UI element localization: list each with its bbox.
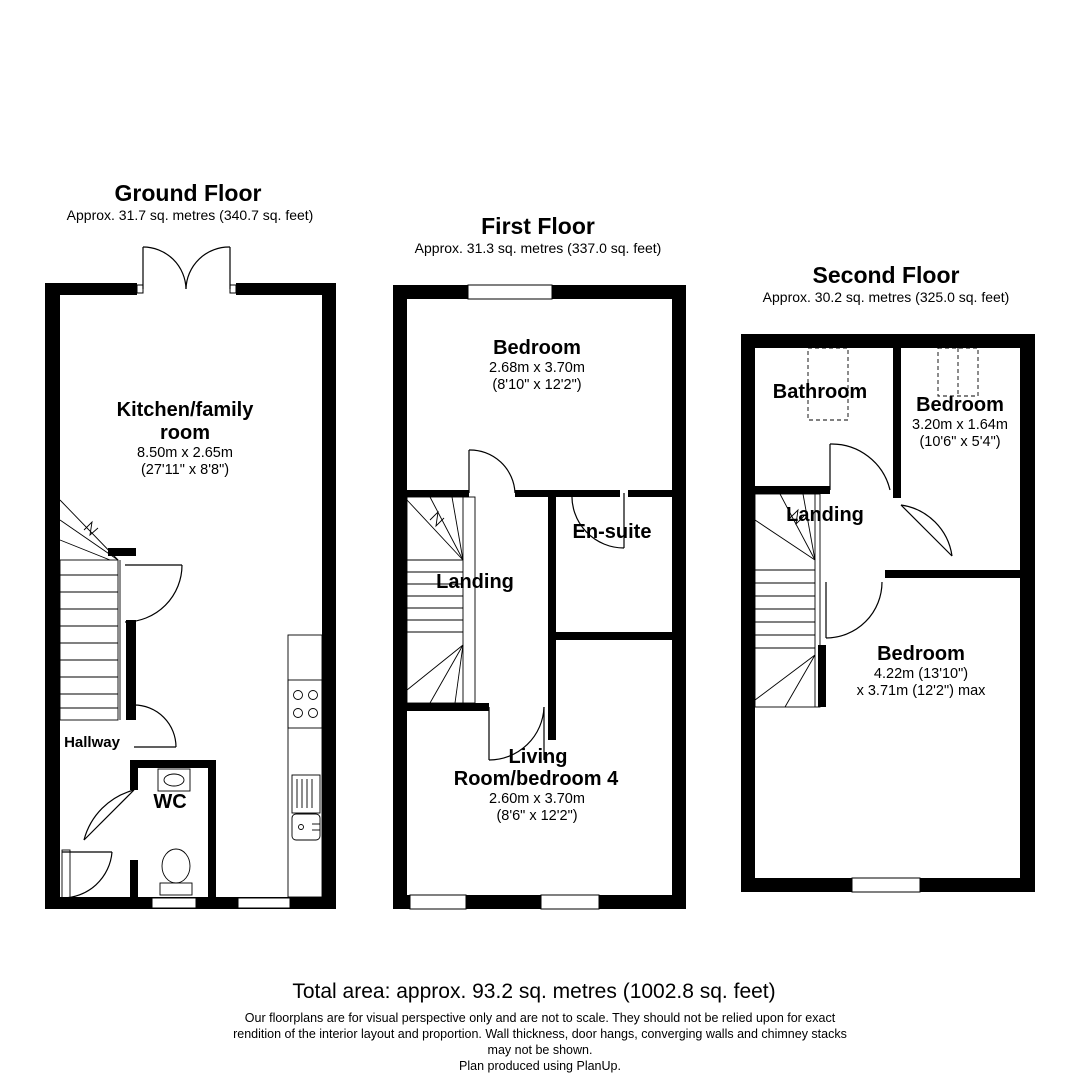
first-floor-plan (393, 213, 686, 909)
living-room-label-line2: Room/bedroom 4 (453, 768, 619, 790)
ground-floor-plan (45, 180, 336, 909)
french-doors (137, 247, 236, 293)
disclaimer-line4: Plan produced using PlanUp. (459, 1059, 621, 1073)
disclaimer-line2: rendition of the interior layout and proportion. Wall thickness, door hangs, converging walls and chimney stacks (233, 1027, 847, 1041)
first-bedroom-dimensions-metric: 2.68m x 3.70m (489, 360, 585, 376)
second-main-bedroom-dimensions-line1: 4.22m (13'10") (873, 666, 969, 682)
wc-fittings (158, 769, 192, 895)
disclaimer-line1: Our floorplans are for visual perspective only and are not to scale. They should not be relied upon for exact (244, 1011, 836, 1025)
kitchen-label-line1: Kitchen/family (116, 399, 254, 421)
first-window-bottom-right (541, 895, 599, 909)
second-window-bottom (852, 878, 920, 892)
kitchen-units (288, 635, 322, 897)
hallway-label: Hallway (64, 734, 120, 751)
second-small-bedroom-dimensions-metric: 3.20m x 1.64m (912, 417, 1008, 433)
second-floor-area: Approx. 30.2 sq. metres (325.0 sq. feet) (762, 289, 1010, 305)
first-bedroom-label: Bedroom (493, 337, 581, 359)
ensuite-label: En-suite (572, 521, 652, 543)
kitchen-dimensions-imperial: (27'11" x 8'8") (140, 462, 230, 478)
kitchen-dimensions-metric: 8.50m x 2.65m (137, 445, 233, 461)
living-room-label-line1: Living (508, 746, 568, 768)
second-landing-label: Landing (786, 504, 864, 526)
ground-floor-walls (45, 283, 336, 909)
disclaimer-line3: may not be shown. (487, 1043, 593, 1057)
total-area: Total area: approx. 93.2 sq. metres (1002.8 sq. feet) (292, 980, 776, 1003)
living-room-dimensions-metric: 2.60m x 3.70m (489, 791, 585, 807)
first-floor-title: First Floor (481, 213, 595, 239)
first-window-bottom-left (410, 895, 466, 909)
second-main-bedroom-dimensions-line2: x 3.71m (12'2") max (856, 683, 986, 699)
ground-window-left (152, 898, 196, 908)
second-main-bedroom-label: Bedroom (877, 643, 965, 665)
first-floor-area: Approx. 31.3 sq. metres (337.0 sq. feet) (414, 240, 662, 256)
ground-window-right (238, 898, 290, 908)
ground-floor-area: Approx. 31.7 sq. metres (340.7 sq. feet) (66, 207, 314, 223)
living-room-dimensions-imperial: (8'6" x 12'2") (496, 808, 578, 824)
second-floor-plan (741, 262, 1035, 892)
second-doors (826, 444, 952, 638)
second-small-bedroom-dimensions-imperial: (10'6" x 5'4") (919, 434, 1001, 450)
wc-label: WC (153, 791, 187, 813)
first-staircase (407, 497, 475, 703)
ground-staircase (60, 500, 120, 720)
second-floor-title: Second Floor (812, 262, 960, 288)
first-bedroom-dimensions-imperial: (8'10" x 12'2") (492, 377, 582, 393)
ground-floor-title: Ground Floor (114, 180, 262, 206)
second-small-bedroom-label: Bedroom (916, 394, 1004, 416)
first-landing-label: Landing (436, 571, 514, 593)
kitchen-label-line2: room (160, 422, 210, 444)
first-window-top (468, 285, 552, 299)
bathroom-label: Bathroom (772, 381, 868, 403)
ground-doors (62, 565, 182, 898)
